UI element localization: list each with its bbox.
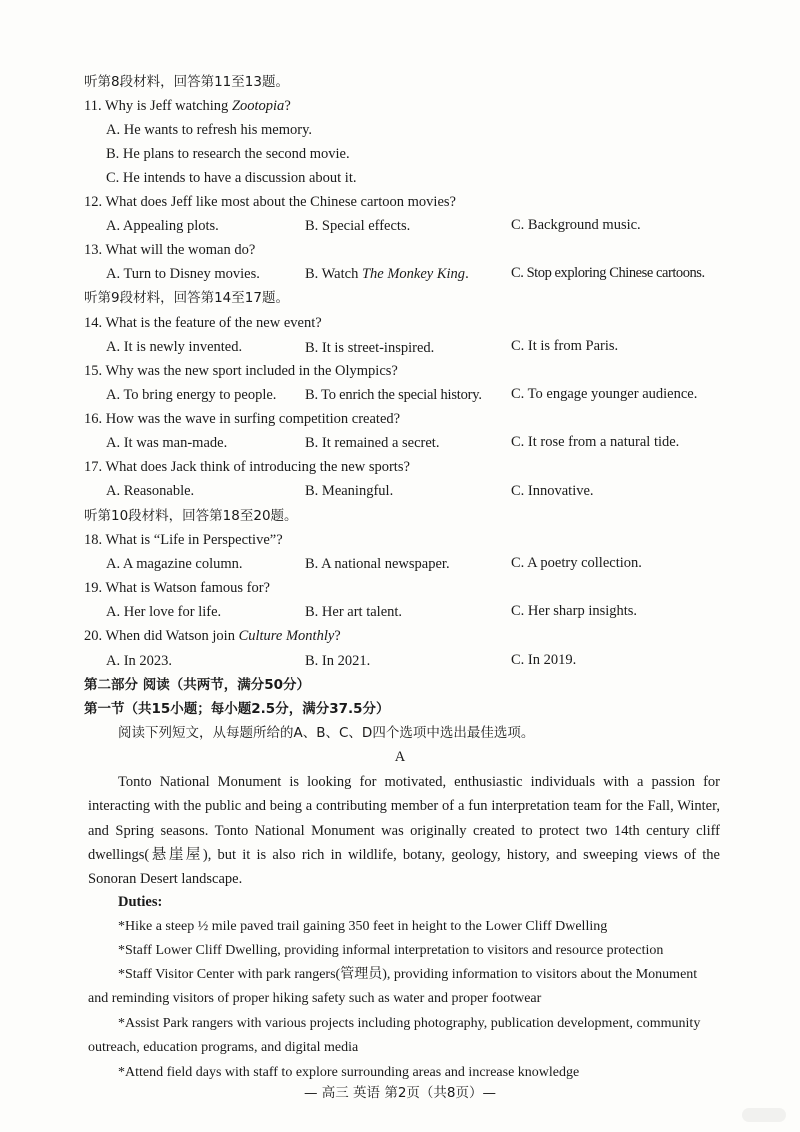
q18-option-a: A. A magazine column.: [106, 556, 243, 572]
question-11: [84, 97, 291, 115]
q14-option-b: B. It is street-inspired.: [305, 340, 435, 356]
question-11-title: Zootopia: [231, 98, 285, 114]
question-16-stem: 16. How was the wave in surfing competition created?: [84, 411, 401, 427]
passage-intro: Tonto National Monument is looking for motivated, enthusiastic individuals with a passion for interacting with the public and being a contributing member of a fun interpretation team for the Fall, Winter, and Spring seasons. Tonto National Monument was originally created to protect two 14th century cliff dwellings(悬崖屋), but it is also rich in wildlife, botany, geology, history, and sweeping views of the Sonoran Desert landscape.: [88, 774, 720, 888]
duty-item: *Hike a steep ½ mile paved trail gaining 350 feet in height to the Lower Cliff Dwelling: [118, 919, 608, 934]
question-17-stem: 17. What does Jack think of introducing the new sports?: [84, 459, 410, 475]
q14-option-c: C. It is from Paris.: [511, 338, 619, 354]
q11-option-c: C. He intends to have a discussion about it.: [106, 170, 357, 186]
q20-option-a: A. In 2023.: [106, 653, 173, 669]
q11-option-a: A. He wants to refresh his memory.: [106, 122, 313, 138]
part-two-title: 第二部分 阅读（共两节，满分50分）: [84, 677, 310, 693]
q12-option-c: C. Background music.: [511, 217, 641, 233]
question-11-stem: 11. Why is Jeff watching: [84, 98, 232, 114]
q19-option-a: A. Her love for life.: [106, 604, 222, 620]
q12-option-b: B. Special effects.: [305, 218, 411, 234]
page-footer: — 高三 英语 第2页（共8页）—: [303, 1085, 497, 1101]
q13-option-b: [305, 265, 469, 283]
q15-option-a: A. To bring energy to people.: [106, 387, 277, 403]
q15-option-b: B. To enrich the special history.: [305, 387, 482, 403]
q17-option-b: B. Meaningful.: [305, 483, 394, 499]
question-13-stem: 13. What will the woman do?: [84, 242, 256, 258]
q13-option-a: A. Turn to Disney movies.: [106, 266, 260, 282]
reading-instruction: 阅读下列短文，从每题所给的A、B、C、D四个选项中选出最佳选项。: [118, 725, 535, 741]
duty-item: *Staff Lower Cliff Dwelling, providing informal interpretation to visitors and resource protection: [118, 943, 664, 958]
q12-option-a: A. Appealing plots.: [106, 218, 219, 234]
q20-option-c: C. In 2019.: [511, 652, 577, 668]
question-15-stem: 15. Why was the new sport included in the Olympics?: [84, 363, 398, 379]
q11-option-b: B. He plans to research the second movie.: [106, 146, 350, 162]
section-one-title: 第一节（共15小题；每小题2.5分，满分37.5分）: [84, 701, 390, 717]
question-18-stem: 18. What is “Life in Perspective”?: [84, 532, 283, 548]
duty-item: *Attend field days with staff to explore surrounding areas and increase knowledge: [118, 1065, 580, 1080]
q13-option-b-pre: B. Watch: [305, 266, 362, 282]
q14-option-a: A. It is newly invented.: [106, 339, 243, 355]
question-20-title: Culture Monthly: [238, 628, 335, 644]
q18-option-c: C. A poetry collection.: [511, 555, 642, 571]
question-20-end: ?: [334, 628, 341, 644]
question-20: [84, 627, 341, 645]
question-11-end: ?: [284, 98, 291, 114]
scan-mark: [742, 1108, 786, 1122]
q15-option-c: C. To engage younger audience.: [511, 386, 698, 402]
q19-option-c: C. Her sharp insights.: [511, 603, 638, 619]
q19-option-b: B. Her art talent.: [305, 604, 403, 620]
q18-option-b: B. A national newspaper.: [305, 556, 450, 572]
duty-item: *Staff Visitor Center with park rangers(管理员), providing information to visitors about the Monument and reminding visitors of proper hiking safety such as water and proper footwear: [88, 967, 698, 1007]
q13-option-c: C. Stop exploring Chinese cartoons.: [511, 265, 705, 281]
duty-item: *Assist Park rangers with various projects including photography, publication development, community outreach, education programs, and digital media: [88, 1016, 701, 1056]
q16-option-a: A. It was man-made.: [106, 435, 228, 451]
question-20-stem: 20. When did Watson join: [84, 628, 239, 644]
question-14-stem: 14. What is the feature of the new event?: [84, 315, 322, 331]
section-heading-9: 听第9段材料，回答第14至17题。: [84, 290, 289, 306]
q13-option-b-title: The Monkey King: [361, 266, 466, 282]
q16-option-b: B. It remained a secret.: [305, 435, 440, 451]
q17-option-a: A. Reasonable.: [106, 483, 195, 499]
q13-option-b-end: .: [465, 266, 469, 282]
duties-title: Duties:: [118, 894, 163, 910]
q20-option-b: B. In 2021.: [305, 653, 371, 669]
section-heading-8: 听第8段材料，回答第11至13题。: [84, 74, 289, 90]
passage-label: A: [394, 749, 406, 765]
q16-option-c: C. It rose from a natural tide.: [511, 434, 680, 450]
section-heading-10: 听第10段材料，回答第18至20题。: [84, 508, 298, 524]
q17-option-c: C. Innovative.: [511, 483, 594, 499]
question-12-stem: 12. What does Jeff like most about the Chinese cartoon movies?: [84, 194, 456, 210]
question-19-stem: 19. What is Watson famous for?: [84, 580, 270, 596]
